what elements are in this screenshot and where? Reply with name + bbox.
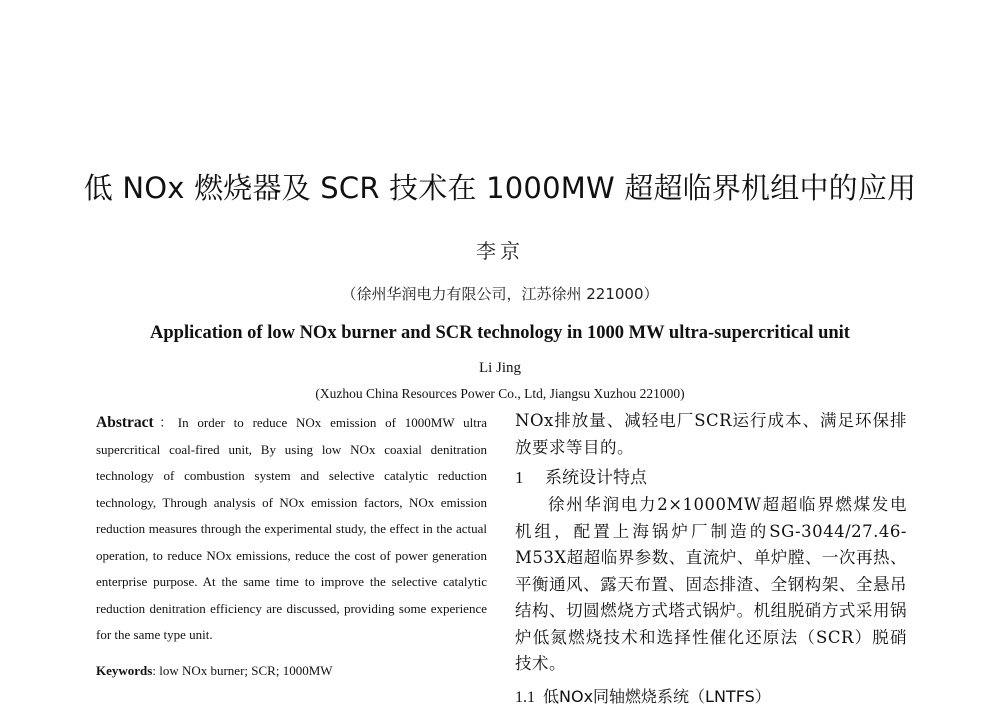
english-affiliation: (Xuzhou China Resources Power Co., Ltd, Jiangsu Xuzhou 221000)	[315, 386, 685, 401]
abstract-label: Abstract	[96, 414, 154, 431]
intro-continuation: NOx排放量、减轻电厂SCR运行成本、满足环保排放要求等目的。	[515, 411, 907, 457]
left-column	[96, 410, 487, 681]
subsection-number: 1.1	[515, 688, 535, 706]
abstract-separator: ：	[153, 415, 178, 430]
abstract-text: In order to reduce NOx emission of 1000MW ultra supercritical coal-fired unit, By using low NOx coaxial denitration technology of combustion system and selective catalytic reduction technology, Through analysis of NOx emission factors, NOx emission reduction measures through the experimental study, the effect in the actual operation, to reduce NOx emissions, reduce the cost of power generation enterprise purpose. At the same time to improve the selective catalytic reduction denitration efficiency are discussed, providing some experience for the same type unit.	[96, 415, 487, 642]
english-title: Application of low NOx burner and SCR technology in 1000 MW ultra-supercritical unit	[150, 323, 850, 343]
section-number: 1	[515, 468, 524, 487]
section-1-paragraph: 徐州华润电力2×1000MW超超临界燃煤发电机组，配置上海锅炉厂制造的SG-3044/27.46-M53X超超临界参数、直流炉、单炉膛、一次再热、平衡通风、露天布置、固态排渣、全钢构架、全悬吊结构、切圆燃烧方式塔式锅炉。机组脱硝方式采用锅炉低氮燃烧技术和选择性催化还原法（SCR）脱硝技术。	[515, 495, 907, 673]
chinese-affiliation: （徐州华润电力有限公司，江苏徐州 221000）	[341, 285, 659, 303]
keywords-text: : low NOx burner; SCR; 1000MW	[152, 662, 333, 678]
section-1-heading	[515, 464, 907, 492]
chinese-author: 李京	[476, 239, 524, 263]
chinese-title: 低 NOx 燃烧器及 SCR 技术在 1000MW 超超临界机组中的应用	[83, 171, 917, 205]
subsection-title: 低NOx同轴燃烧系统（LNTFS）	[543, 686, 771, 706]
english-author: Li Jing	[478, 360, 522, 376]
abstract	[96, 410, 487, 649]
section-1-1-heading	[515, 684, 907, 711]
keywords	[96, 661, 487, 681]
right-column	[515, 408, 907, 711]
keywords-label: Keywords	[96, 662, 153, 678]
section-title: 系统设计特点	[545, 468, 647, 488]
